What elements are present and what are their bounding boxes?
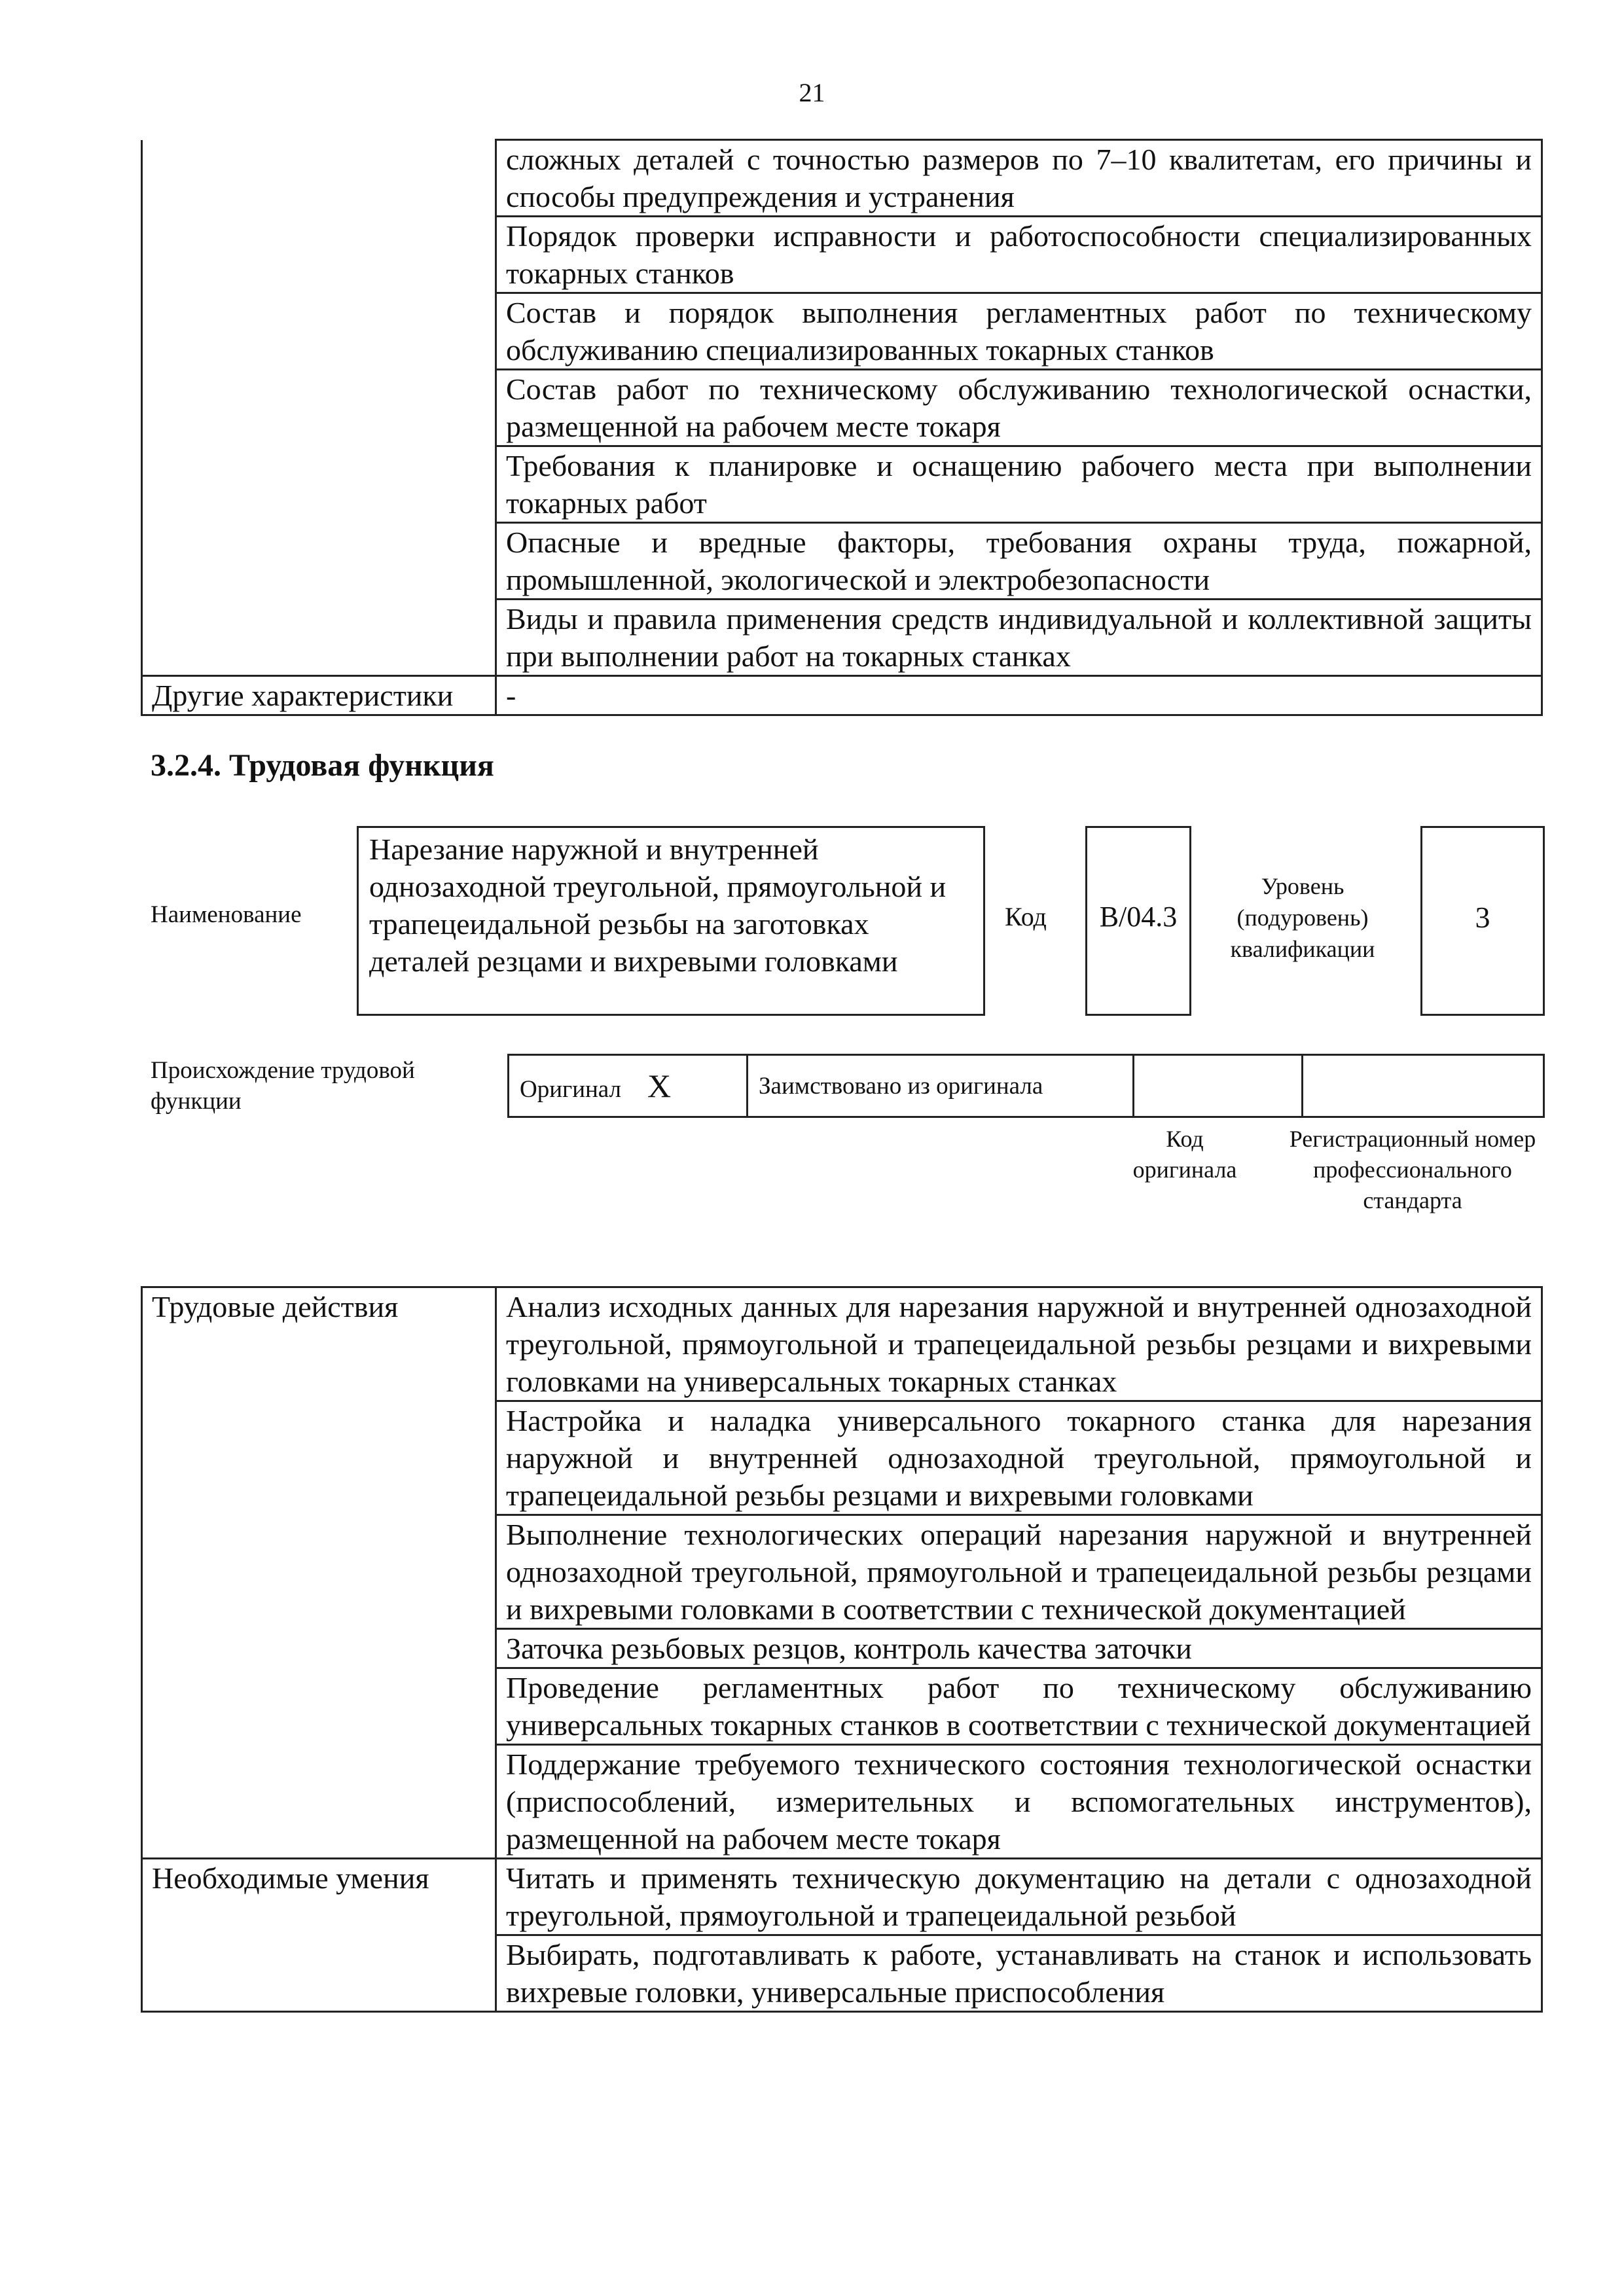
code-label: Код [1005, 902, 1047, 931]
table-row [142, 370, 1542, 446]
table-row [142, 1935, 1542, 2012]
original-cell [509, 1055, 748, 1117]
row-label-empty [142, 523, 496, 600]
table-row [142, 1745, 1542, 1859]
other-characteristics-value: - [496, 676, 1542, 715]
section-title: 3.2.4. Трудовая функция [151, 748, 494, 783]
borrowed-label: Заимствовано из оригинала [748, 1055, 1134, 1117]
table-row [142, 1287, 1542, 1401]
original-code-cell [1134, 1055, 1303, 1117]
row-label-empty [142, 370, 496, 446]
row-label-empty [142, 600, 496, 676]
row-label-empty [142, 1745, 496, 1859]
labor-actions-label: Трудовые действия [142, 1287, 496, 1401]
row-label-empty [142, 217, 496, 293]
row-label-empty [142, 1935, 496, 2012]
table-row [142, 600, 1542, 676]
row-label-empty [142, 140, 496, 217]
table-cell: Заточка резьбовых резцов, контроль качества заточки [496, 1629, 1542, 1668]
table-row [142, 1515, 1542, 1629]
origin-label: Происхождение трудовой функции [151, 1057, 415, 1115]
origin-table [507, 1054, 1545, 1118]
table-row [142, 293, 1542, 370]
table-row [142, 140, 1542, 217]
registration-number-caption: Регистрационный номер профессионального стандарта [1289, 1126, 1536, 1213]
table-cell: Настройка и наладка универсального токарного станка для нарезания наружной и внутренней однозаходной треугольной, прямоугольной и трапецеидальной резьбы резцами и вихревыми головками [496, 1401, 1542, 1515]
table-cell: Выбирать, подготавливать к работе, устанавливать на станок и использовать вихревые головки, универсальные приспособления [496, 1935, 1542, 2012]
row-label-empty [142, 1668, 496, 1745]
labor-function-table [141, 1286, 1543, 2013]
table-cell: Выполнение технологических операций нарезания наружной и внутренней однозаходной треугольной, прямоугольной и трапецеидальной резьбы резцами и вихревыми головками в соответствии с технической документацией [496, 1515, 1542, 1629]
qualification-level-box: 3 [1420, 826, 1545, 1016]
table-cell: Анализ исходных данных для нарезания наружной и внутренней однозаходной треугольной, прямоугольной и трапецеидальной резьбы резцами и вихревыми головками на универсальных токарных станках [496, 1287, 1542, 1401]
qualification-level-label: Уровень (подуровень) квалификации [1230, 873, 1375, 962]
table-cell: Требования к планировке и оснащению рабочего места при выполнении токарных работ [496, 446, 1542, 523]
table-row [142, 217, 1542, 293]
row-label-empty [142, 1401, 496, 1515]
table-cell: Порядок проверки исправности и работоспособности специализированных токарных станков [496, 217, 1542, 293]
table-cell: Поддержание требуемого технического состояния технологической оснастки (приспособлений, измерительных и вспомогательных инструментов), размещенной на рабочем месте токаря [496, 1745, 1542, 1859]
page-number: 21 [799, 78, 825, 107]
table-cell: Читать и применять техническую документацию на детали с однозаходной треугольной, прямоугольной и трапецеидальной резьбой [496, 1859, 1542, 1935]
table-row [509, 1055, 1544, 1117]
table-row [142, 446, 1542, 523]
function-name-box: Нарезание наружной и внутренней однозаходной треугольной, прямоугольной и трапецеидальной резьбы на заготовках деталей резцами и вихревыми головками [357, 826, 985, 1016]
row-label-empty [142, 293, 496, 370]
knowledge-continuation-table [141, 139, 1543, 716]
row-label-empty [142, 1629, 496, 1668]
table-cell: Состав и порядок выполнения регламентных работ по техническому обслуживанию специализированных токарных станков [496, 293, 1542, 370]
original-mark: X [647, 1067, 672, 1104]
original-code-caption: Код оригинала [1132, 1126, 1237, 1183]
table-row [142, 1401, 1542, 1515]
table-cell: Виды и правила применения средств индивидуальной и коллективной защиты при выполнении работ на токарных станках [496, 600, 1542, 676]
other-characteristics-label: Другие характеристики [142, 676, 496, 715]
table-row [142, 1859, 1542, 1935]
code-box: B/04.3 [1085, 826, 1191, 1016]
table-cell: Опасные и вредные факторы, требования охраны труда, пожарной, промышленной, экологической и электробезопасности [496, 523, 1542, 600]
row-label-empty [142, 446, 496, 523]
original-label: Оригинал [520, 1076, 622, 1103]
required-skills-label: Необходимые умения [142, 1859, 496, 1935]
table-row [142, 523, 1542, 600]
table-cell: сложных деталей с точностью размеров по 7–10 квалитетам, его причины и способы предупреждения и устранения [496, 140, 1542, 217]
row-label-empty [142, 1515, 496, 1629]
table-row [142, 1629, 1542, 1668]
registration-number-cell [1303, 1055, 1544, 1117]
table-row [142, 676, 1542, 715]
table-cell: Проведение регламентных работ по техническому обслуживанию универсальных токарных станков в соответствии с технической документацией [496, 1668, 1542, 1745]
table-row [142, 1668, 1542, 1745]
table-cell: Состав работ по техническому обслуживанию технологической оснастки, размещенной на рабочем месте токаря [496, 370, 1542, 446]
name-label: Наименование [151, 901, 302, 928]
